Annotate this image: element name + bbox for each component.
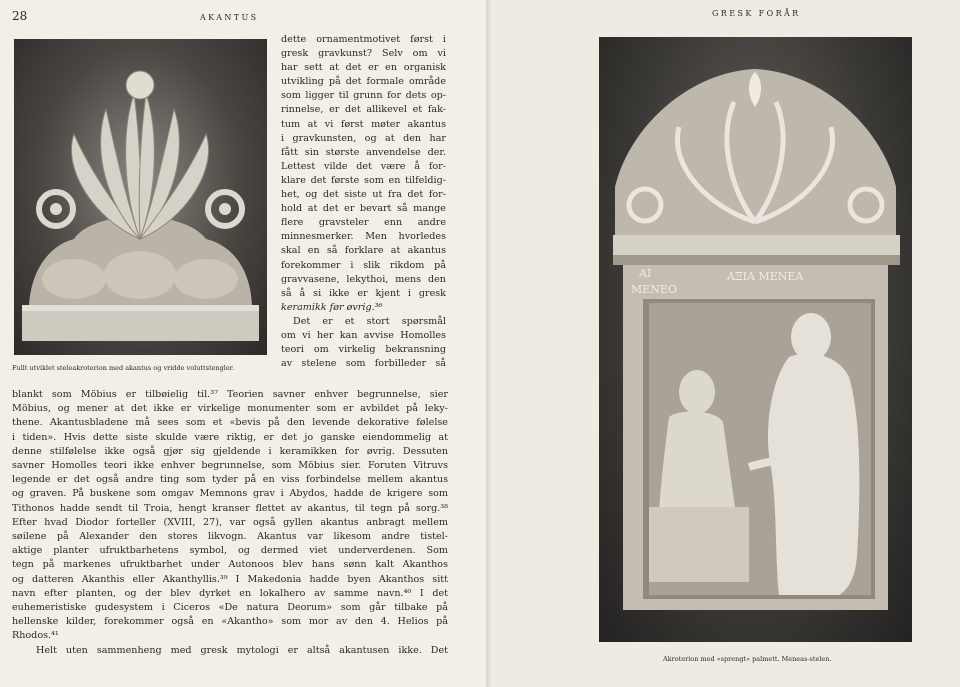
figure-caption-left: Fullt utviklet steleakroterion med akantus og vridde voluttstengler. bbox=[12, 364, 235, 372]
page-number: 28 bbox=[12, 9, 28, 23]
meneas-stele-photo bbox=[599, 37, 912, 642]
text-line: har sett at det er en organisk bbox=[281, 62, 446, 74]
inscription-line: ΑΞΙΑ ΜΕΝΕΑ bbox=[727, 270, 804, 283]
text-line: Tithonos hadde sendt til Troia, hengt kranser flettet av akantus, til tegn på sorg.³⁸ bbox=[12, 502, 448, 514]
text-line: søilene på Alexander den stores likvogn. Akantus var likesom andre tistel- bbox=[12, 531, 448, 543]
text-line: av stelene som forbilleder så bbox=[281, 358, 446, 370]
text-line: legende er det også andre ting som tyder på en viss forbindelse mellem akantus bbox=[12, 474, 448, 486]
text-line: klare det første som en tilfeldig- bbox=[281, 174, 446, 186]
text-line: navn efter planten, og der blev dyrket en lokalhero av samme navn.⁴⁰ I det bbox=[12, 587, 448, 599]
text-line: skal en så forklare at akantus bbox=[281, 245, 446, 257]
text-line: rinnelse, er det allikevel et fak- bbox=[281, 104, 446, 116]
inscription-line: ΑΙ bbox=[639, 267, 652, 280]
text-line: euhemeristiske gudesystem i Ciceros «De natura Deorum» som går tilbake på bbox=[12, 602, 448, 614]
inscription-line: ΜΕΝΕΟ bbox=[631, 283, 677, 296]
text-line: og datteren Akanthis eller Akanthyllis.³⁹ I Makedonia hadde byen Akanthos sitt bbox=[12, 573, 448, 585]
figure-caption-right: Akroterion med «sprengt» palmett. Meneas-stelen. bbox=[663, 655, 832, 663]
text-line: og graven. På buskene som omgav Memnons grav i Abydos, hadde de krigere som bbox=[12, 488, 448, 500]
text-line: het, og det siste ut fra det for- bbox=[281, 189, 446, 201]
text-line: i gravkunsten, og at den har bbox=[281, 132, 446, 144]
text-line: hold at det er bevart så mange bbox=[281, 203, 446, 215]
text-line: keramikk før øvrig.³⁶ bbox=[281, 301, 383, 313]
text-line: hellenske kilder, forekommer også en «Akantho» som mor av den 4. Helios på bbox=[12, 616, 448, 628]
running-head-left: AKANTUS bbox=[200, 13, 259, 22]
text-line: forekommer i slik rikdom på bbox=[281, 259, 446, 271]
akroterion-illustration bbox=[14, 39, 267, 355]
akroterion-photo bbox=[14, 39, 267, 355]
text-line: savner Homolles teori ikke enhver begrunnelse, som Möbius sier. Foruten Vitruvs bbox=[12, 460, 448, 472]
running-head-right: GRESK FORÅR bbox=[712, 9, 801, 18]
text-line: gravvasene, lekythoi, mens den bbox=[281, 273, 446, 285]
text-line: Möbius, og mener at det ikke er virkelige monumenter som er avbildet på leky- bbox=[12, 403, 448, 415]
text-line: dette ornamentmotivet først i bbox=[281, 34, 446, 45]
text-line: flere gravsteler enn andre bbox=[281, 217, 446, 229]
text-line: aktige planter ufruktbarhetens symbol, og dermed viet underverdenen. Som bbox=[12, 545, 448, 557]
text-line: om vi her kan avvise Homolles bbox=[281, 329, 446, 341]
text-line: tum at vi først møter akantus bbox=[281, 118, 446, 130]
text-column bbox=[281, 33, 446, 371]
text-line: thene. Akantusbladene må sees som et «bevis på den levende dekorative følelse bbox=[12, 417, 448, 429]
text-line: så å si ikke er kjent i gresk bbox=[281, 287, 446, 299]
text-line: Det er et stort spørsmål bbox=[293, 315, 446, 327]
book-gutter bbox=[486, 0, 492, 687]
text-line: gresk gravkunst? Selv om vi bbox=[281, 48, 446, 60]
text-line: i tiden». Hvis dette siste skulde være riktig, er det jo ganske eiendommelig at bbox=[12, 431, 448, 443]
text-line: teori om virkelig bekransning bbox=[281, 344, 446, 356]
text-line: blankt som Möbius er tilbøielig til.³⁷ Teorien savner enhver begrunnelse, sier bbox=[12, 389, 448, 400]
text-body bbox=[12, 388, 448, 658]
text-line: minnesmerker. Men hvorledes bbox=[281, 231, 446, 243]
text-line: tegn på markenes ufruktbarhet under Autonoos blev hans sønn kalt Akanthos bbox=[12, 559, 448, 571]
text-line: som ligger til grunn for dets op- bbox=[281, 90, 446, 102]
text-line: utvikling på det formale område bbox=[281, 76, 446, 88]
text-line: Efter hvad Diodor forteller (XVIII, 27), var også gyllen akantus anbragt mellem bbox=[12, 516, 448, 528]
text-line: denne stilfølelse ikke også gjør sig gjeldende i keramikken for øvrig. Dessuten bbox=[12, 445, 448, 457]
text-line: Lettest vilde det være å for- bbox=[281, 160, 446, 172]
text-line: fått sin største anvendelse der. bbox=[281, 146, 446, 158]
text-line: Rhodos.⁴¹ bbox=[12, 630, 59, 642]
meneas-stele-illustration bbox=[599, 37, 912, 642]
text-line: Helt uten sammenheng med gresk mytologi er altså akantusen ikke. Det bbox=[36, 644, 448, 656]
